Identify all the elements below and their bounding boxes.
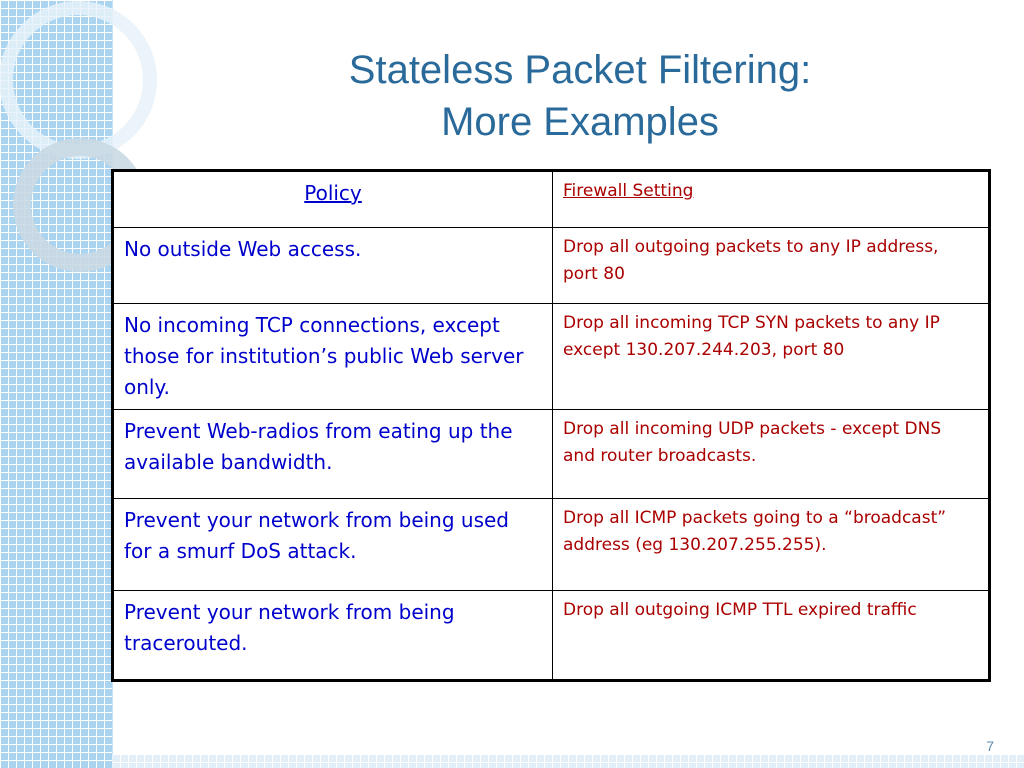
table-row (113, 304, 990, 410)
policy-table (111, 169, 991, 682)
slide-title-line-1: Stateless Packet Filtering: (348, 48, 812, 92)
setting-cell: Drop all ICMP packets going to a “broadcast” address (eg 130.207.255.255). (553, 499, 990, 591)
header-firewall-setting: Firewall Setting (553, 171, 990, 228)
policy-cell: Prevent Web-radios from eating up the available bandwidth. (113, 410, 553, 499)
setting-cell: Drop all outgoing ICMP TTL expired traffic (553, 591, 990, 681)
setting-cell: Drop all outgoing packets to any IP address, port 80 (553, 228, 990, 304)
table-row (113, 410, 990, 499)
table-row (113, 228, 990, 304)
page-number: 7 (986, 738, 994, 754)
policy-cell: No incoming TCP connections, except those for institution’s public Web server only. (113, 304, 553, 410)
header-policy: Policy (113, 171, 553, 228)
policy-cell: No outside Web access. (113, 228, 553, 304)
policy-cell: Prevent your network from being tracerouted. (113, 591, 553, 681)
setting-cell: Drop all incoming TCP SYN packets to any IP except 130.207.244.203, port 80 (553, 304, 990, 410)
slide-title (250, 44, 910, 148)
setting-cell: Drop all incoming UDP packets - except DNS and router broadcasts. (553, 410, 990, 499)
policy-cell: Prevent your network from being used for a smurf DoS attack. (113, 499, 553, 591)
decorative-bottom-strip (112, 754, 1024, 768)
slide-title-line-2: More Examples (441, 100, 719, 144)
table-row (113, 591, 990, 681)
table-header-row (113, 171, 990, 228)
table-row (113, 499, 990, 591)
